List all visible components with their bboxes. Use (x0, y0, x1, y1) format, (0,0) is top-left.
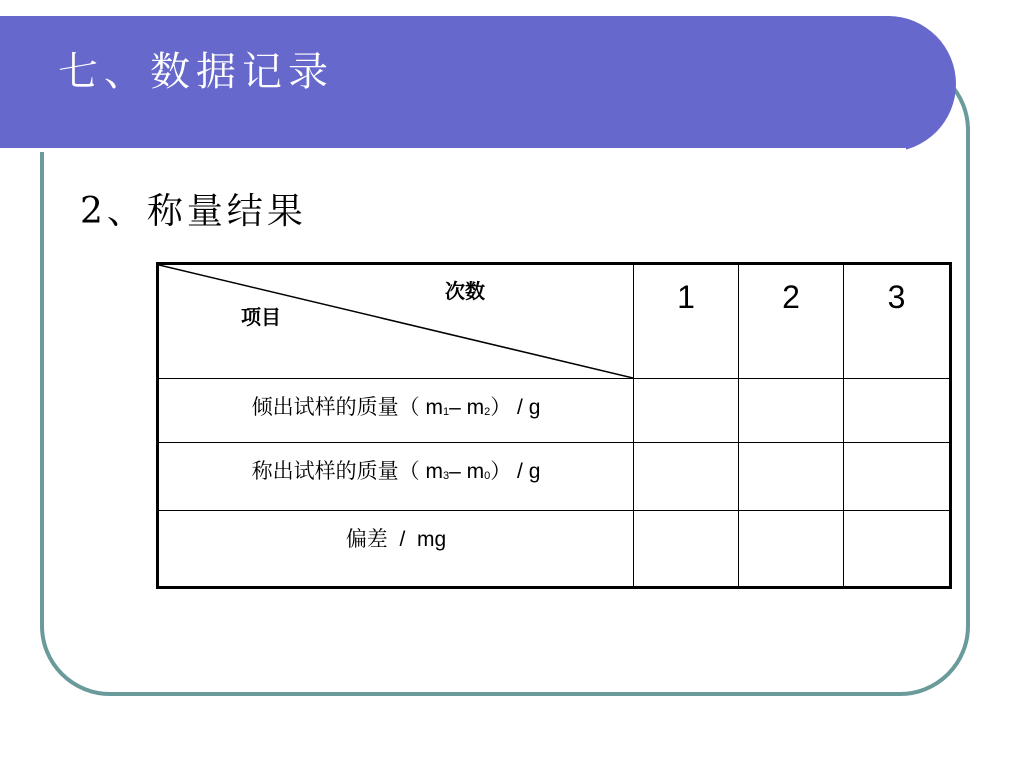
row-label-deviation: 偏差 / mg (158, 511, 634, 588)
value-cell-r2-c3[interactable] (844, 443, 951, 511)
column-header-2: 2 (739, 264, 844, 379)
table-header-row (158, 264, 951, 379)
value-cell-r2-c2[interactable] (739, 443, 844, 511)
column-header-1: 1 (634, 264, 739, 379)
header-count-label: 次数 (445, 279, 485, 303)
section-heading: 2、称量结果 (80, 191, 307, 232)
table-row (158, 511, 951, 588)
value-cell-r3-c1[interactable] (634, 511, 739, 588)
corner-header-cell (158, 264, 634, 379)
value-cell-r2-c1[interactable] (634, 443, 739, 511)
table-row (158, 379, 951, 443)
value-cell-r1-c3[interactable] (844, 379, 951, 443)
header-item-label: 项目 (241, 305, 281, 329)
slide-title: 七、数据记录 (58, 49, 334, 95)
weighing-results-table (156, 262, 952, 589)
table-row (158, 443, 951, 511)
value-cell-r3-c3[interactable] (844, 511, 951, 588)
value-cell-r3-c2[interactable] (739, 511, 844, 588)
column-header-3: 3 (844, 264, 951, 379)
title-underline (0, 148, 906, 152)
value-cell-r1-c1[interactable] (634, 379, 739, 443)
row-label-weighed-mass: 称出试样的质量（ $m_3-$ $m_0$） / g (158, 443, 634, 511)
row-label-poured-mass: 倾出试样的质量（ $m_1-$ $m_2$） / g (158, 379, 634, 443)
value-cell-r1-c2[interactable] (739, 379, 844, 443)
diagonal-divider (159, 265, 633, 378)
